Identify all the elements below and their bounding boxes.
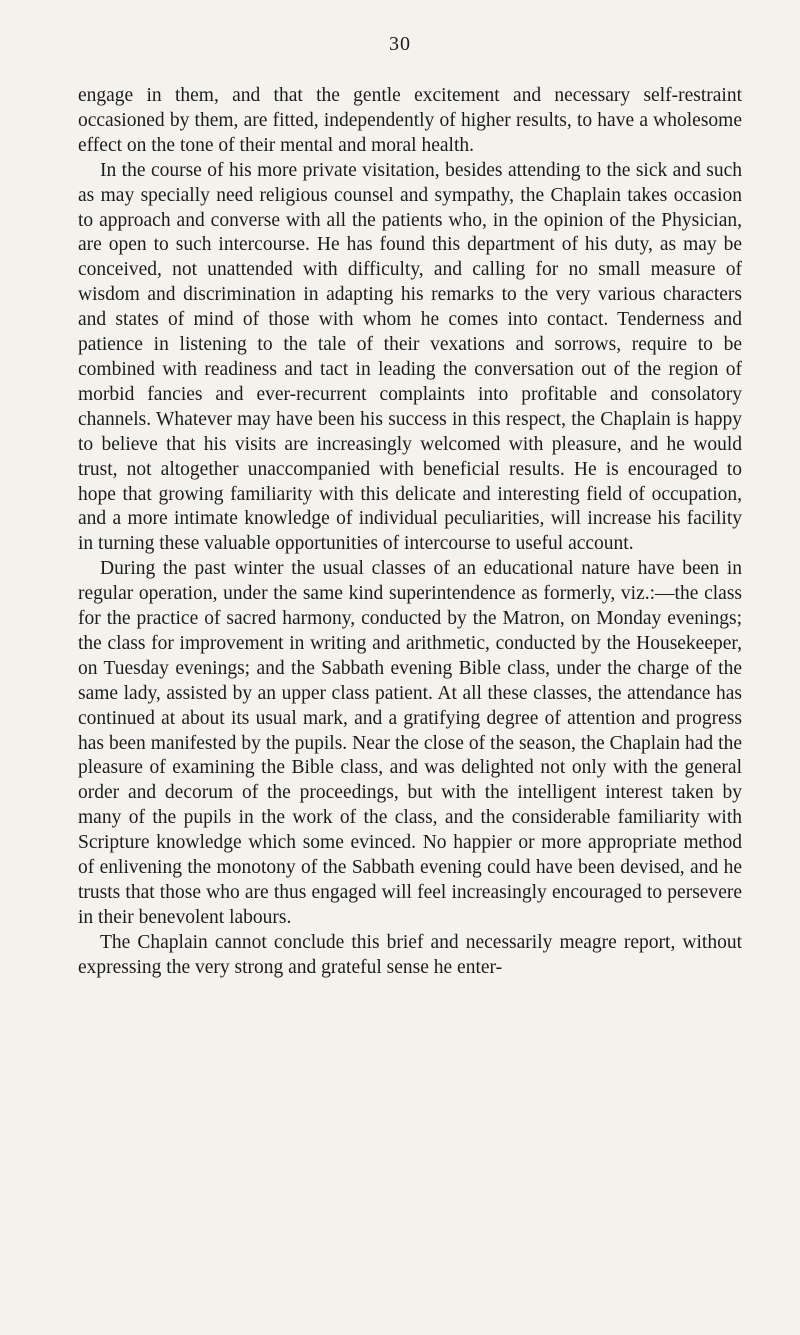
page-number: 30 — [389, 33, 411, 55]
paragraph-conclusion: The Chaplain cannot conclude this brief and necessarily meagre report, without expressing the very strong and grateful sense he enter- — [78, 931, 742, 978]
paragraph-educational-classes: During the past winter the usual classes of an educational nature have been in regular operation, under the same kind superintendence as formerly, viz.:—the class for the practice of sacred harmony, conducted by the Matron, on Monday evenings; the class for improvement in writing and arithmetic, conducted by the Housekeeper, on Tuesday evenings; and the Sabbath evening Bible class, under the charge of the same lady, assisted by an upper class patient. At all these classes, the attendance has continued at about its usual mark, and a gratifying degree of attention and progress has been manifested by the pupils. Near the close of the season, the Chaplain had the pleasure of examining the Bible class, and was delighted not only with the general order and decorum of the proceedings, but with the intelligent interest taken by many of the pupils in the work of the class, and the considerable familiarity with Scripture knowledge which some evinced. No happier or more appropriate method of enlivening the monotony of the Sabbath evening could have been devised, and he trusts that those who are thus engaged will feel increasingly encouraged to persevere in their benevolent labours. — [78, 558, 742, 928]
paragraph-continuation: engage in them, and that the gentle excitement and necessary self-restraint occasioned by them, are fitted, independently of higher results, to have a wholesome effect on the tone of their mental and moral health. — [78, 85, 742, 156]
body-text — [78, 84, 742, 981]
paragraph-private-visitation: In the course of his more private visitation, besides attending to the sick and such as may specially need religious counsel and sympathy, the Chaplain takes occasion to approach and converse with all the patients who, in the opinion of the Physician, are open to such intercourse. He has found this department of his duty, as may be conceived, not unattended with difficulty, and calling for no small measure of wisdom and discrimination in adapting his remarks to the very various characters and states of mind of those with whom he comes into contact. Tenderness and patience in listening to the tale of their vexations and sorrows, require to be combined with readiness and tact in leading the conversation out of the region of morbid fancies and ever-recurrent complaints into profitable and consolatory channels. Whatever may have been his success in this respect, the Chaplain is happy to believe that his visits are increasingly welcomed with pleasure, and he would trust, not altogether unaccompanied with beneficial results. He is encouraged to hope that growing familiarity with this delicate and interesting field of occupation, and a more intimate knowledge of individual peculiarities, will increase his facility in turning these valuable opportunities of intercourse to useful account. — [78, 159, 742, 555]
